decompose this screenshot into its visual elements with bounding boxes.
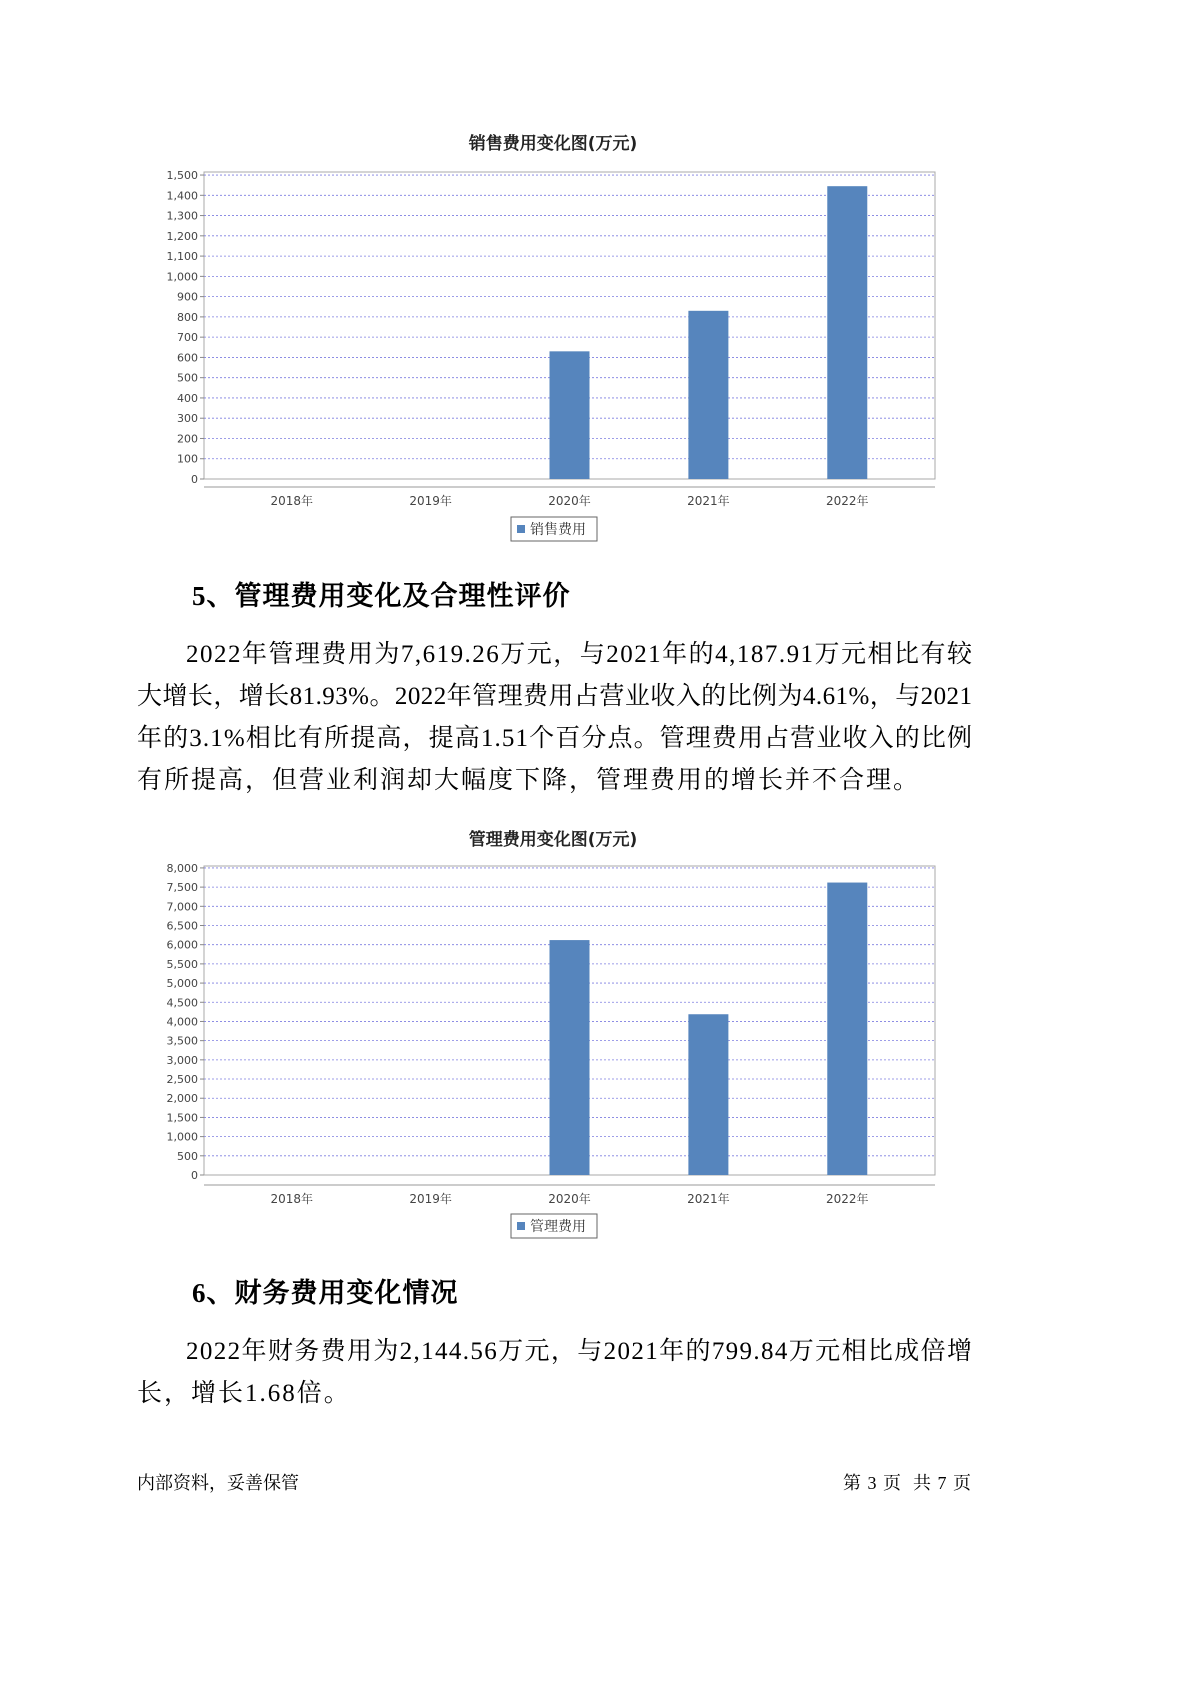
paragraph-line <box>137 676 972 718</box>
paragraph-line <box>137 1373 972 1415</box>
legend-swatch <box>517 1222 525 1230</box>
y-tick-label: 0 <box>191 473 198 486</box>
chart-title: 管理费用变化图(万元) <box>468 830 638 850</box>
x-category-label: 2022年 <box>826 494 869 508</box>
y-tick-label: 3,000 <box>166 1053 198 1067</box>
bar-2020 <box>550 940 590 1175</box>
y-tick-label: 7,000 <box>166 900 198 914</box>
y-tick-label: 8,000 <box>166 861 198 875</box>
bar-2022 <box>827 883 867 1175</box>
footer-confidential-note: 内部资料，妥善保管 <box>137 1473 299 1493</box>
x-category-label: 2018年 <box>270 494 313 508</box>
y-tick-label: 700 <box>177 331 198 345</box>
paragraph-line <box>137 1331 972 1373</box>
y-tick-label: 1,000 <box>166 270 198 284</box>
x-category-label: 2020年 <box>548 1192 591 1206</box>
chart-title: 销售费用变化图(万元) <box>468 134 638 154</box>
x-category-label: 2018年 <box>270 1192 313 1206</box>
section-heading-finance-expense: 6、财务费用变化情况 <box>192 1278 459 1308</box>
y-tick-label: 4,000 <box>166 1015 198 1029</box>
bar-2022 <box>827 186 867 479</box>
paragraph-line <box>137 718 972 760</box>
y-tick-label: 4,500 <box>166 996 198 1010</box>
x-category-label: 2022年 <box>826 1192 869 1206</box>
paragraph-line <box>137 760 972 802</box>
y-tick-label: 2,500 <box>166 1073 198 1087</box>
x-category-label: 2021年 <box>687 494 730 508</box>
y-tick-label: 900 <box>177 290 198 304</box>
y-tick-label: 1,400 <box>166 189 198 203</box>
paragraph-line-text: 大增长，增长81.93%。2022年管理费用占营业收入的比例为4.61%，与2021 <box>137 683 973 710</box>
section-heading-admin-expense: 5、管理费用变化及合理性评价 <box>192 581 571 611</box>
y-tick-label: 1,300 <box>166 209 198 223</box>
y-tick-label: 800 <box>177 310 198 324</box>
y-tick-label: 6,500 <box>166 919 198 933</box>
paragraph-line-text: 2022年管理费用为7,619.26万元，与2021年的4,187.91万元相比有较 <box>186 641 974 668</box>
x-category-label: 2019年 <box>409 1192 452 1206</box>
y-tick-label: 1,500 <box>166 1111 198 1125</box>
legend-swatch <box>517 525 525 533</box>
y-tick-label: 2,000 <box>166 1092 198 1106</box>
legend-label: 管理费用 <box>530 1219 586 1235</box>
section-paragraph-admin-expense <box>137 634 972 802</box>
y-tick-label: 1,200 <box>166 229 198 243</box>
paragraph-line-text: 长，增长1.68倍。 <box>137 1380 351 1407</box>
bar-2021 <box>688 311 728 479</box>
y-tick-label: 500 <box>177 371 198 385</box>
sales-expense-chart <box>0 115 1191 555</box>
admin-expense-chart <box>0 810 1191 1250</box>
y-tick-label: 1,100 <box>166 250 198 264</box>
legend-label: 销售费用 <box>530 522 586 538</box>
y-tick-label: 1,000 <box>166 1130 198 1144</box>
paragraph-line-text: 有所提高，但营业利润却大幅度下降，管理费用的增长并不合理。 <box>137 767 921 794</box>
y-tick-label: 5,000 <box>166 977 198 991</box>
y-tick-label: 300 <box>177 412 198 426</box>
footer-page-number: 第 3 页 共 7 页 <box>843 1473 972 1493</box>
y-tick-label: 3,500 <box>166 1034 198 1048</box>
x-category-label: 2021年 <box>687 1192 730 1206</box>
y-tick-label: 600 <box>177 351 198 365</box>
x-category-label: 2019年 <box>409 494 452 508</box>
bar-2020 <box>550 351 590 479</box>
bar-2021 <box>688 1014 728 1175</box>
y-tick-label: 5,500 <box>166 957 198 971</box>
section-paragraph-finance-expense <box>137 1331 972 1415</box>
y-tick-label: 500 <box>177 1149 198 1163</box>
x-category-label: 2020年 <box>548 494 591 508</box>
chart-legend <box>511 517 597 541</box>
y-tick-label: 200 <box>177 432 198 446</box>
y-tick-label: 7,500 <box>166 881 198 895</box>
y-tick-label: 400 <box>177 391 198 405</box>
paragraph-line-text: 2022年财务费用为2,144.56万元，与2021年的799.84万元相比成倍增 <box>186 1338 974 1365</box>
y-tick-label: 0 <box>191 1169 198 1182</box>
chart-legend <box>511 1214 597 1238</box>
y-tick-label: 100 <box>177 452 198 466</box>
y-tick-label: 1,500 <box>166 169 198 183</box>
y-tick-label: 6,000 <box>166 938 198 952</box>
paragraph-line <box>137 634 972 676</box>
paragraph-line-text: 年的3.1%相比有所提高，提高1.51个百分点。管理费用占营业收入的比例 <box>137 725 974 752</box>
